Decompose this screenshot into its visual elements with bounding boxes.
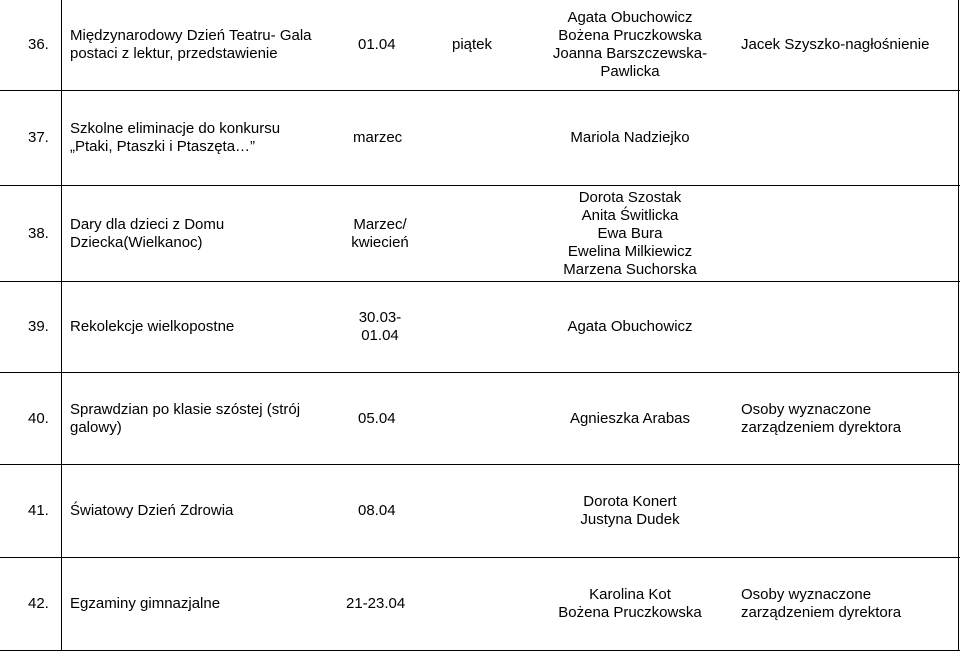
event-date: 30.03- 01.04 [358,309,402,344]
row-number: 36. [28,36,49,53]
responsible-people: Agata Obuchowicz [567,318,693,335]
additional-info: Osoby wyznaczone zarządzeniem dyrektora [741,586,902,621]
event-date: marzec [353,129,403,146]
row-number: 39. [28,318,49,335]
row-number: 41. [28,502,49,519]
event-date: Marzec/ kwiecień [351,215,409,251]
event-name: Dary dla dzieci z Domu Dziecka(Wielkanoc) [70,215,225,251]
event-date: 08.04 [358,502,396,519]
event-name: Egzaminy gimnazjalne [70,595,221,612]
responsible-people: Dorota Szostak Anita Świtlicka Ewa Bura Ewelina Milkiewicz Marzena Suchorska [563,188,697,278]
column-divider [61,0,62,651]
event-date: 05.04 [358,409,396,427]
event-date: 21-23.04 [346,595,406,612]
event-day: piątek [452,36,493,53]
event-name: Rekolekcje wielkopostne [70,318,235,335]
responsible-people: Dorota Konert Justyna Dudek [580,493,680,528]
row-number: 37. [28,129,49,146]
responsible-people: Agata Obuchowicz Bożena Pruczkowska Joanna Barszczewska- Pawlicka [552,9,708,80]
additional-info: Jacek Szyszko-nagłośnienie [741,36,930,53]
row-number: 42. [28,595,49,612]
row-number: 40. [28,409,49,427]
responsible-people: Agnieszka Arabas [569,409,691,427]
event-name: Sprawdzian po klasie szóstej (strój galowy) [70,400,301,436]
event-date: 01.04 [358,36,396,53]
event-name: Międzynarodowy Dzień Teatru- Gala postaci z lektur, przedstawienie [70,27,312,62]
column-divider [958,0,959,651]
event-name: Szkolne eliminacje do konkursu „Ptaki, Ptaszki i Ptaszęta…” [70,120,281,155]
responsible-people: Mariola Nadziejko [570,129,690,146]
event-name: Światowy Dzień Zdrowia [70,502,234,519]
additional-info: Osoby wyznaczone zarządzeniem dyrektora [741,400,902,436]
row-number: 38. [28,224,49,242]
responsible-people: Karolina Kot Bożena Pruczkowska [558,586,702,621]
